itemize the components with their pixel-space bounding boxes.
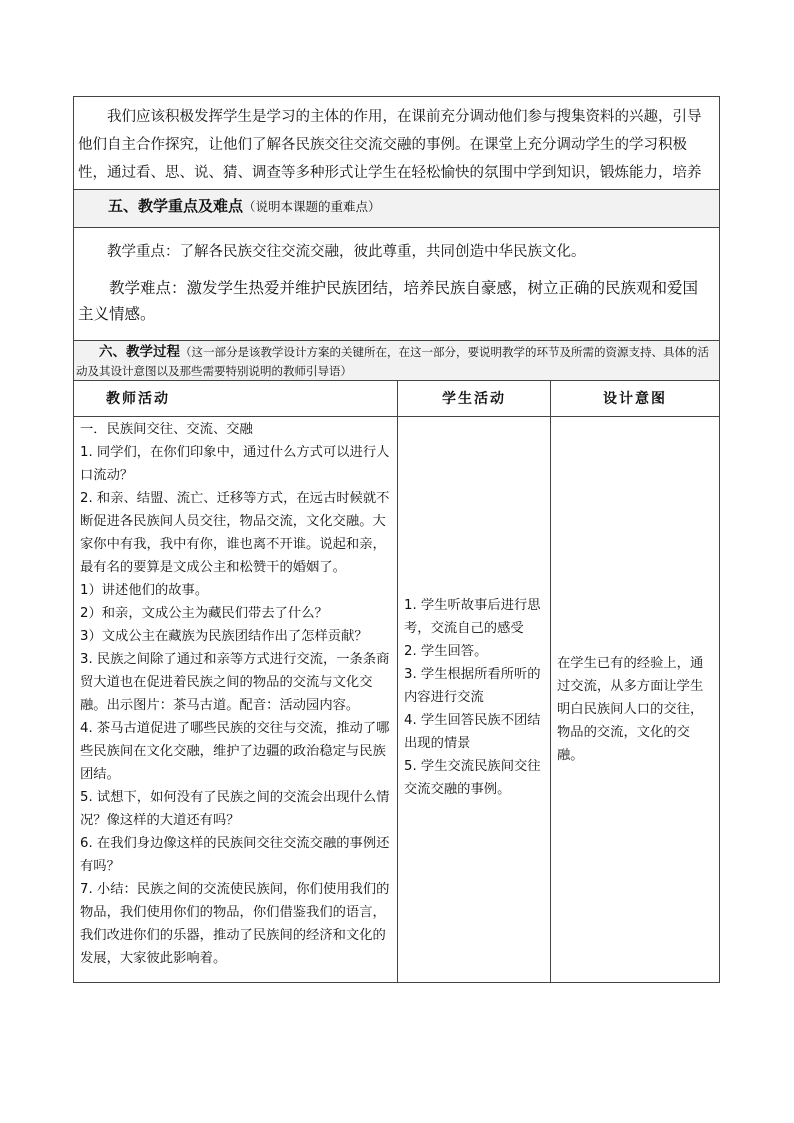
intro-section (74, 97, 719, 189)
difficulty: 教学难点：激发学生热爱并维护民族团结，培养民族自豪感，树立正确的民族观和爱国主义情感。 (78, 279, 699, 323)
section5-heading: 五、教学重点及难点 (108, 197, 244, 215)
section5-body (74, 227, 719, 340)
teacher-step-0: 一．民族间交往、交流、交融 (80, 422, 253, 437)
student-step-1: 2. 学生回答。 (404, 644, 488, 659)
teacher-step-4: 2）和亲，文成公主为藏民们带去了什么？ (80, 606, 328, 621)
section6-note: （这一部分是该教学设计方案的关键所在，在这一部分，要说明教学的环节及所需的资源支持、具体的活动及其设计意图以及那些需要特别说明的教师引导语） (76, 345, 709, 378)
student-activity-cell (397, 417, 550, 982)
section5-header (74, 189, 719, 227)
intro-paragraph: 我们应该积极发挥学生是学习的主体的作用，在课前充分调动他们参与搜集资料的兴趣，引导他们自主合作探究，让他们了解各民族交往交流交融的事例。在课堂上充分调动学生的学习积极性，通过看、思、说、猜、调查等多种形式让学生在轻松愉快的氛围中学到知识，锻炼能力，培养 (78, 109, 702, 181)
header-intent: 设计意图 (550, 381, 719, 416)
teacher-step-7: 4. 茶马古道促进了哪些民族的交往与交流，推动了哪些民族间在文化交融，维护了边疆的政治稳定与民族团结。 (80, 721, 390, 782)
design-intent-cell (550, 417, 719, 982)
design-intent: 在学生已有的经验上，通过交流，从多方面让学生明白民族间人口的交往，物品的交流，文化的交融。 (557, 656, 704, 763)
table-body-row (74, 416, 719, 982)
key-point: 教学重点：了解各民族交往交流交融，彼此尊重，共同创造中华民族文化。 (107, 244, 586, 260)
teacher-activity-cell (74, 417, 397, 982)
student-step-3: 4. 学生回答民族不团结出现的情景 (404, 713, 541, 751)
header-teacher: 教师活动 (106, 391, 170, 407)
teacher-step-3: 1）讲述他们的故事。 (80, 583, 209, 598)
table-header-row (74, 380, 719, 416)
student-step-2: 3. 学生根据所看所听的内容进行交流 (404, 667, 541, 705)
section6-heading: 六、教学过程 (99, 344, 180, 360)
lesson-plan-table (73, 96, 720, 983)
teacher-step-6: 3. 民族之间除了通过和亲等方式进行交流，一条条商贸大道也在促进着民族之间的物品的交流与文化交融。出示图片：茶马古道。配音：活动园内容。 (80, 652, 390, 713)
section5-note: （说明本课题的重难点） (243, 199, 381, 214)
teacher-step-1: 1. 同学们，在你们印象中，通过什么方式可以进行人口流动？ (80, 445, 390, 483)
teacher-step-8: 5. 试想下，如何没有了民族之间的交流会出现什么情况？像这样的大道还有吗？ (80, 790, 390, 828)
teacher-step-10: 7. 小结：民族之间的交流使民族间，你们使用我们的物品，我们使用你们的物品，你们借鉴我们的语言，我们改进你们的乐器，推动了民族间的经济和文化的发展，大家彼此影响着。 (80, 882, 390, 966)
teacher-step-5: 3）文成公主在藏族为民族团结作出了怎样贡献？ (80, 629, 368, 644)
student-step-0: 1. 学生听故事后进行思考，交流自己的感受 (404, 598, 541, 636)
teacher-step-9: 6. 在我们身边像这样的民族间交往交流交融的事例还有吗？ (80, 836, 390, 874)
student-step-4: 5. 学生交流民族间交往交流交融的事例。 (404, 759, 541, 797)
section6-header (74, 340, 719, 380)
header-student: 学生活动 (397, 381, 550, 416)
teacher-step-2: 2. 和亲、结盟、流亡、迁移等方式，在远古时候就不断促进各民族间人员交往，物品交流，文化交融。大家你中有我，我中有你，谁也离不开谁。说起和亲，最有名的要算是文成公主和松赞干的婚姻了。 (80, 491, 390, 575)
